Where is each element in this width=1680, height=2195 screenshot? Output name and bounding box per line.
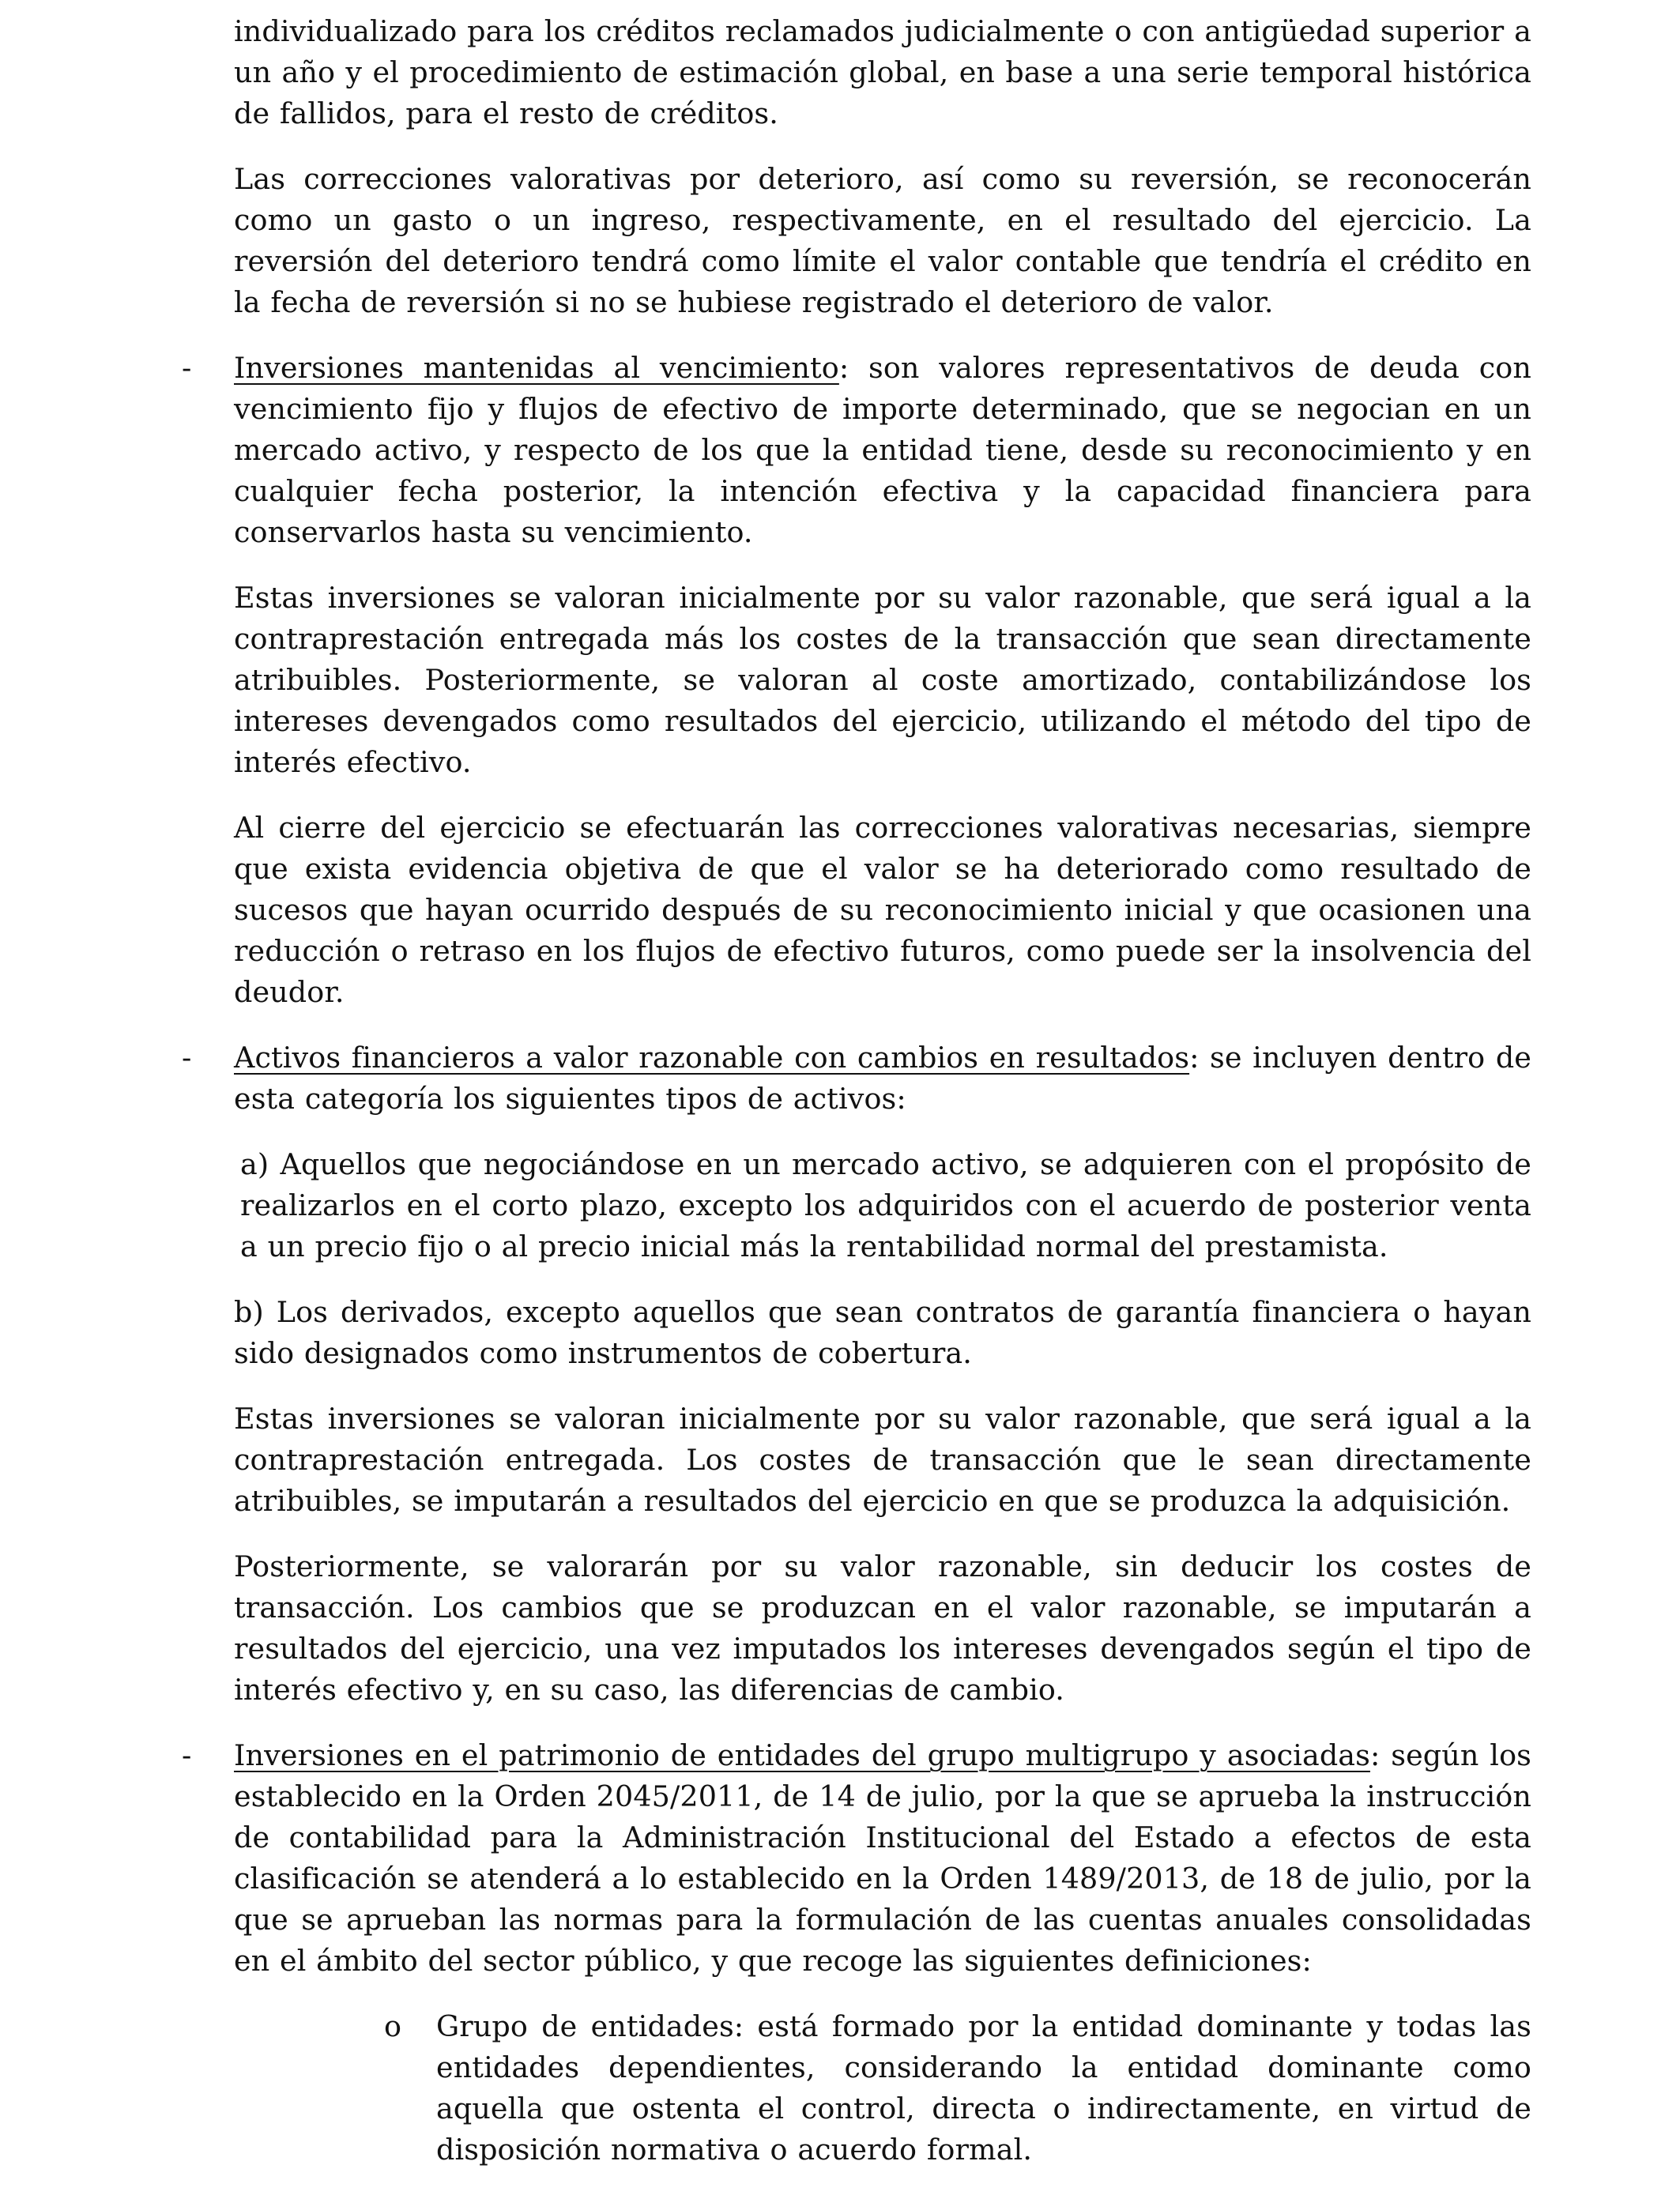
paragraph: Estas inversiones se valoran inicialmente por su valor razonable, que será igual a la contraprestación entregada más los costes de la transacción que sean directamente atribuibles. Posteriormente, se valoran al coste amortizado, contabilizándose los intereses devengados como resultados del ejercicio, utilizando el método del tipo de interés efectivo. — [234, 581, 1531, 779]
document-page — [182, 11, 1531, 2195]
list-item-title: Inversiones mantenidas al vencimiento — [234, 351, 839, 385]
circle-bullet: o — [384, 2009, 401, 2043]
list-item-text — [234, 1037, 1531, 1120]
list-item-title: Inversiones en el patrimonio de entidades del grupo multigrupo y asociadas — [234, 1738, 1370, 1772]
paragraph-continuation: individualizado para los créditos reclamados judicialmente o con antigüedad superior a un año y el procedimiento de estimación global, en base a una serie temporal histórica de fallidos, para el resto de créditos. — [234, 14, 1531, 130]
paragraph-a: a) Aquellos que negociándose en un mercado activo, se adquieren con el propósito de realizarlos en el corto plazo, excepto los adquiridos con el acuerdo de posterior venta a un precio fijo o al precio inicial más la rentabilidad normal del prestamista. — [240, 1147, 1531, 1263]
list-item-text — [234, 1735, 1531, 1982]
list-item-inversiones-vencimiento — [182, 348, 1531, 553]
list-item-title: Activos financieros a valor razonable con cambios en resultados — [234, 1041, 1190, 1075]
list-item-body: : según los establecido en la Orden 2045/2011, de 14 de julio, por la que se aprueba la instrucción de contabilidad para la Administración Institucional del Estado a efectos de esta clasificación se atenderá a lo establecido en la Orden 1489/2013, de 18 de julio, por la que se aprueban las normas para la formulación de las cuentas anuales consolidadas en el ámbito del sector público, y que recoge las siguientes definiciones: — [234, 1738, 1531, 1978]
paragraph: Posteriormente, se valorarán por su valor razonable, sin deducir los costes de transacción. Los cambios que se produzcan en el valor razonable, se imputarán a resultados del ejercicio, una vez imputados los intereses devengados según el tipo de interés efectivo y, en su caso, las diferencias de cambio. — [234, 1549, 1531, 1707]
list-item-activos-valor-razonable — [182, 1037, 1531, 1120]
paragraph: Estas inversiones se valoran inicialmente por su valor razonable, que será igual a la contraprestación entregada. Los costes de transacción que le sean directamente atribuibles, se imputarán a resultados del ejercicio en que se produzca la adquisición. — [234, 1402, 1531, 1518]
paragraph-deterioro: Las correcciones valorativas por deterioro, así como su reversión, se reconocerán como un gasto o un ingreso, respectivamente, en el resultado del ejercicio. La reversión del deterioro tendrá como límite el valor contable que tendría el crédito en la fecha de reversión si no se hubiese registrado el deterioro de valor. — [234, 162, 1531, 319]
list-item-body: : son valores representativos de deuda con vencimiento fijo y flujos de efectivo de importe determinado, que se negocian en un mercado activo, y respecto de los que la entidad tiene, desde su reconocimiento y en cualquier fecha posterior, la intención efectiva y la capacidad financiera para conservarlos hasta su vencimiento. — [234, 351, 1531, 549]
list-item-body: : se incluyen dentro de esta categoría los siguientes tipos de activos: — [234, 1041, 1531, 1116]
dash-bullet: - — [182, 1041, 192, 1075]
sub-list-item-text: Grupo de entidades: está formado por la entidad dominante y todas las entidades dependientes, considerando la entidad dominante como aquella que ostenta el control, directa o indirectamente, en virtud de disposición normativa o acuerdo formal. — [436, 2009, 1531, 2167]
paragraph-b: b) Los derivados, excepto aquellos que sean contratos de garantía financiera o hayan sido designados como instrumentos de cobertura. — [234, 1295, 1531, 1370]
list-item-text — [234, 348, 1531, 553]
dash-bullet: - — [182, 351, 192, 385]
sub-list-item-grupo-entidades — [384, 2006, 1531, 2171]
dash-bullet: - — [182, 1738, 192, 1772]
list-item-inversiones-patrimonio — [182, 1735, 1531, 1982]
paragraph: Al cierre del ejercicio se efectuarán las correcciones valorativas necesarias, siempre que exista evidencia objetiva de que el valor se ha deteriorado como resultado de sucesos que hayan ocurrido después de su reconocimiento inicial y que ocasionen una reducción o retraso en los flujos de efectivo futuros, como puede ser la insolvencia del deudor. — [234, 811, 1531, 1009]
